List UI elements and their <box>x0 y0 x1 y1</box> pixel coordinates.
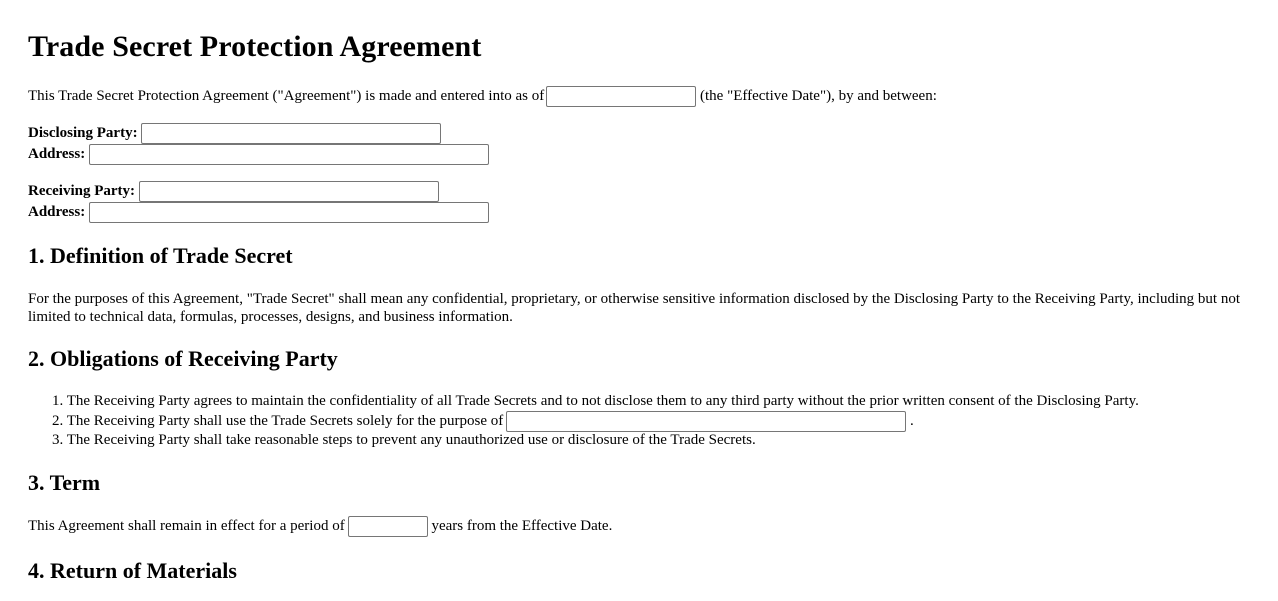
obligation-item-1: 1. The Receiving Party agrees to maintain the confidentiality of all Trade Secrets and to not disclose them to any third party without the prior written consent of the Disclosing Party. <box>52 393 1139 409</box>
receiving-address-input[interactable] <box>89 202 489 223</box>
term-text-before: This Agreement shall remain in effect for a period of <box>28 517 345 534</box>
receiving-address-row <box>28 202 489 223</box>
section-1-text: For the purposes of this Agreement, "Trade Secret" shall mean any confidential, proprietary, or otherwise sensitive information disclosed by the Disclosing Party to the Receiving Party, including but not limited to technical data, formulas, processes, designs, and business information. <box>28 291 1240 325</box>
obligation-item-3: 3. The Receiving Party shall take reasonable steps to prevent any unauthorized use or disclosure of the Trade Secrets. <box>52 432 756 448</box>
obligation-item-2 <box>52 411 914 432</box>
receiving-party-input[interactable] <box>139 181 439 202</box>
disclosing-party-label: Disclosing Party: <box>28 124 138 141</box>
intro-text-before: This Trade Secret Protection Agreement ("Agreement") is made and entered into as of <box>28 87 545 104</box>
disclosing-party-input[interactable] <box>141 123 441 144</box>
section-2-heading: 2. Obligations of Receiving Party <box>28 346 338 371</box>
effective-date-input[interactable] <box>546 86 696 107</box>
intro-line <box>28 86 937 107</box>
section-1-heading: 1. Definition of Trade Secret <box>28 243 293 268</box>
term-years-input[interactable] <box>348 516 428 537</box>
obligation-item-2-text: 2. The Receiving Party shall use the Trade Secrets solely for the purpose of <box>52 412 504 429</box>
receiving-address-label: Address: <box>28 203 86 220</box>
term-line <box>28 516 612 537</box>
disclosing-party-row <box>28 123 441 144</box>
disclosing-address-input[interactable] <box>89 144 489 165</box>
purpose-input[interactable] <box>506 411 906 432</box>
disclosing-address-label: Address: <box>28 145 86 162</box>
section-3-heading: 3. Term <box>28 470 101 495</box>
obligation-item-2-period: . <box>910 412 914 429</box>
receiving-party-label: Receiving Party: <box>28 182 136 199</box>
receiving-party-row <box>28 181 439 202</box>
term-text-after: years from the Effective Date. <box>431 517 613 534</box>
page-title: Trade Secret Protection Agreement <box>28 30 482 63</box>
section-4-heading: 4. Return of Materials <box>28 558 237 583</box>
disclosing-address-row <box>28 144 489 165</box>
intro-text-after: (the "Effective Date"), by and between: <box>700 87 937 104</box>
